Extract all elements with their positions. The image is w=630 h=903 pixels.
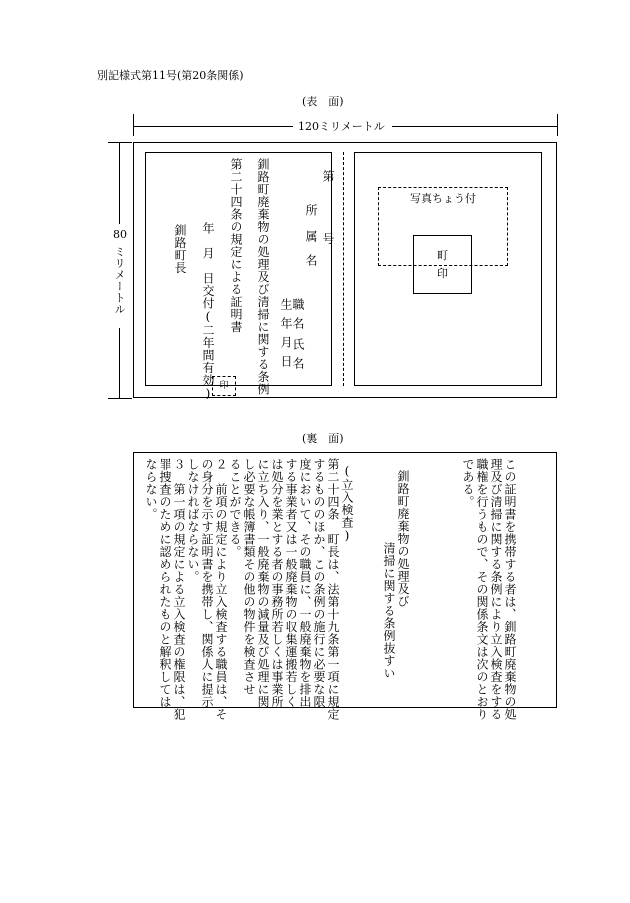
article-line-3: 度において、その職員に、一般廃棄物を排出 [298, 458, 312, 708]
position-label: 職名 [291, 298, 305, 336]
width-dimension-line-left [133, 126, 293, 127]
para3-line-1: ３ 第一項の規定による立入検査の権限は、犯 [172, 458, 186, 721]
article-line-6: に立ち入り、一般廃棄物の減量及び処理に関 [256, 458, 270, 708]
para3-line-3: ならない。 [144, 458, 158, 521]
para3-line-2: 罪捜査のために認められたものと解釈しては [158, 458, 172, 708]
article-heading: (立入検査) [340, 464, 354, 543]
height-unit: ミリメートル [113, 246, 126, 315]
ordinance-title-line1: 釧路町廃棄物の処理及び清掃に関する条例 [256, 158, 270, 396]
ordinance-title-line2: 第二十四条の規定による証明書 [229, 158, 243, 333]
width-dimension-tick-left [133, 114, 134, 136]
person-name-label: 氏名 [291, 338, 305, 376]
town-seal-box [413, 235, 472, 294]
back-heading: (裏 面) [302, 432, 344, 445]
number-label: 第 号 [321, 170, 335, 245]
name-label: 名 [304, 254, 318, 267]
photo-label: 写真ちょう付 [410, 192, 476, 205]
width-dimension-tick-right [557, 114, 558, 136]
height-number: 80 [113, 228, 127, 241]
article-line-8: ることができる。 [228, 458, 242, 558]
form-title: 別記様式第11号(第20条関係) [97, 69, 244, 82]
birth-date-label: 生年月日 [279, 298, 293, 374]
seal-label: 印 [219, 381, 229, 391]
intro-line-4: である。 [461, 458, 475, 508]
para2-line-1: ２ 前項の規定により立入検査する職員は、そ [214, 458, 228, 721]
town-seal-line1: 町 [437, 249, 448, 262]
height-dimension-line-top [119, 142, 120, 224]
excerpt-title-line2: 清掃に関する条例抜すい [382, 542, 396, 680]
excerpt-title-line1: 釧路町廃棄物の処理及び [396, 470, 410, 608]
height-dimension-tick-top [108, 142, 132, 143]
width-label: 120ミリメートル [298, 120, 385, 133]
article-line-1: 第二十四条 町長は、法第十九条第一項に規定 [326, 458, 340, 721]
article-line-4: する事業者又は一般廃棄物の収集運搬若しく [284, 458, 298, 708]
front-heading: (表 面) [302, 95, 344, 108]
para2-line-3: しなければならない。 [186, 458, 200, 583]
article-line-5: は処分を業とする者の事務所若しくは事業所 [270, 458, 284, 708]
article-line-7: し必要な帳簿書類その他の物件を検査させ [242, 458, 256, 696]
article-line-2: するもののほか、この条例の施行に必要な限 [312, 458, 326, 708]
issue-date-label: 年 月 日交付(二年間有効) [201, 222, 215, 401]
height-dimension-tick-bottom [108, 398, 132, 399]
town-seal-line2: 印 [437, 267, 448, 280]
para2-line-2: の身分を示す証明書を携帯し、関係人に提示 [200, 458, 214, 708]
affiliation-label: 所属 [304, 204, 318, 256]
height-dimension-line-bottom [119, 328, 120, 398]
fold-line [343, 152, 344, 386]
width-dimension-line-right [392, 126, 557, 127]
intro-line-2: 理及び清掃に関する条例により立入検査をする [489, 458, 503, 721]
issuer: 釧路町長 [173, 224, 187, 274]
intro-line-1: この証明書を携帯する者は、釧路町廃棄物の処 [503, 458, 517, 721]
intro-line-3: 職権を行うもので、その関係条文は次のとおり [475, 458, 489, 721]
